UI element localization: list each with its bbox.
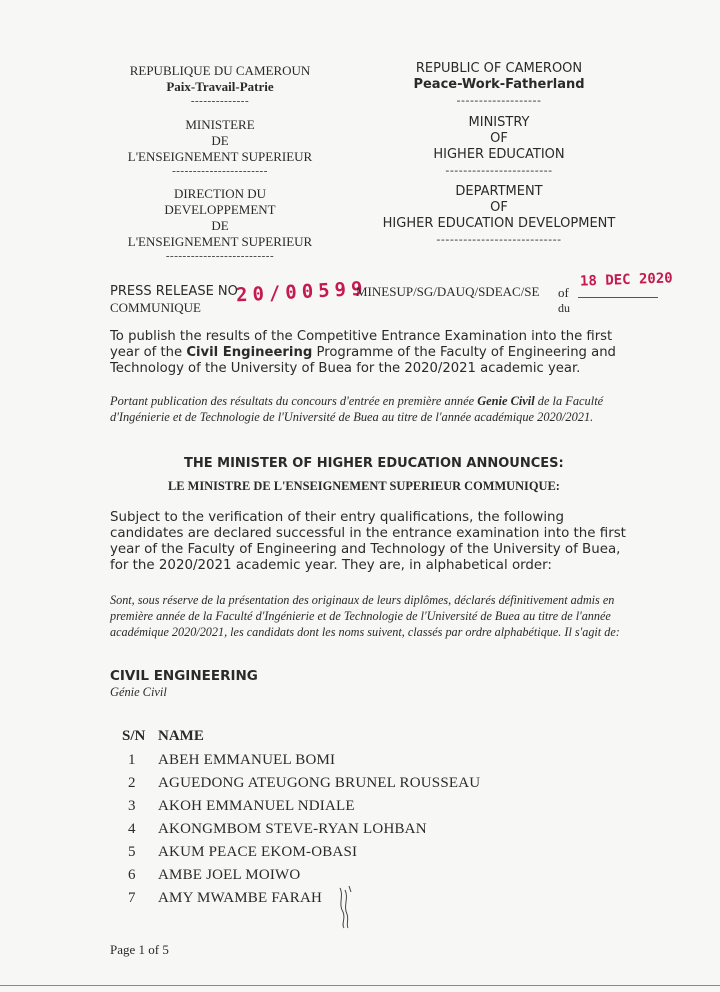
row-name: ABEH EMMANUEL BOMI [158,752,336,768]
intro-fr-programme: Genie Civil [477,394,535,408]
separator: ------------------------ [445,164,553,177]
separator: ------------------- [456,94,542,107]
motto-en: Peace-Work-Fatherland [413,77,585,92]
body-fr: Sont, sous réserve de la présentation des originaux de leurs diplômes, déclarés définitivement admis en première année de la Faculté d'Ingénierie et de Technologie de l'Université de Buea au titre de l'année académique 2020/2021, les candidats dont les noms suivent, classés par ordre alphabétique. Il s'agit de: [110,593,620,639]
direction-fr-line2: DEVELOPPEMENT [164,202,276,217]
direction-fr-line4: L'ENSEIGNEMENT SUPERIEUR [127,234,313,249]
page-edge-line [0,985,720,986]
republic-en: REPUBLIC OF CAMEROON [415,61,583,76]
separator: ----------------------- [172,165,268,177]
department-en-line1: DEPARTMENT [455,184,543,199]
intro-en-text: To publish the results of the Competitive Entrance Examination into the first year of the [110,329,613,360]
section-title: CIVIL ENGINEERING [110,668,258,684]
table-row [128,752,335,769]
column-header-sn: S/N [122,728,146,744]
section-subtitle: Génie Civil [110,685,167,699]
direction-fr-line1: DIRECTION DU [173,186,267,201]
row-name: AKOH EMMANUEL NDIALE [158,798,355,814]
separator: -------------- [190,95,250,107]
page-number: Page 1 of 5 [110,942,169,957]
intro-en-text: Programme of the Faculty of Engineering and Technology of the University of Buea for the 2020/2021 academic year. [110,345,616,376]
table-row [128,844,357,861]
row-name: AMBE JOEL MOIWO [158,867,301,883]
initials-mark [334,882,358,930]
row-sn: 3 [128,798,136,814]
ministry-en-line2: OF [490,131,508,146]
ministry-fr-line2: DE [211,133,229,148]
release-number-stamp: 20/00599 [235,277,369,307]
table-row [128,867,300,884]
row-name: AKUM PEACE EKOM-OBASI [158,844,358,860]
separator: ---------------------------- [436,233,562,246]
intro-fr-text: Portant publication des résultats du concours d'entrée en première année [110,394,478,408]
row-name: AMY MWAMBE FARAH [158,890,323,906]
intro-fr-text: de la Faculté d'Ingénierie et de Technologie de l'Université de Buea au titre de l'année académique 2020/2021. [110,394,604,424]
department-en-line2: OF [490,200,508,215]
ministry-en-line1: MINISTRY [468,115,530,130]
press-release-label: PRESS RELEASE NO [110,284,238,299]
motto-fr: Paix-Travail-Patrie [166,79,274,94]
ministry-fr-line3: L'ENSEIGNEMENT SUPERIEUR [127,149,313,164]
table-row [128,798,355,815]
row-sn: 1 [128,752,136,768]
date-stamp: 18 DEC 2020 [579,270,673,290]
body-en: Subject to the verification of their entry qualifications, the following candidates are declared successful in the entrance examination into the first year of the Faculty of Engineering and Technology of the University of Buea, for the 2020/2021 academic year. They are, in alphabetical order: [110,510,626,573]
intro-fr [110,393,640,425]
row-sn: 4 [128,821,136,837]
table-header-row [122,728,204,745]
row-sn: 7 [128,890,136,906]
of-label: of [558,285,569,300]
department-en-line3: HIGHER EDUCATION DEVELOPMENT [382,216,616,231]
row-name: AKONGMBOM STEVE-RYAN LOHBAN [158,821,427,837]
republic-fr: REPUBLIQUE DU CAMEROUN [129,63,311,78]
ministry-en-line3: HIGHER EDUCATION [433,147,565,162]
row-sn: 2 [128,775,136,791]
table-row [128,821,427,838]
table-row [128,890,322,907]
announcement-fr: LE MINISTRE DE L'ENSEIGNEMENT SUPERIEUR COMMUNIQUE: [168,479,560,493]
column-header-name: NAME [158,728,204,744]
date-underline [578,297,658,298]
separator: -------------------------- [165,250,275,262]
table-row [128,775,480,792]
row-name: AGUEDONG ATEUGONG BRUNEL ROUSSEAU [158,775,481,791]
announcement-en: THE MINISTER OF HIGHER EDUCATION ANNOUNCES: [184,456,564,471]
intro-en-programme: Civil Engineering [186,345,313,360]
release-reference: MINESUP/SG/DAUQ/SDEAC/SE [356,284,540,299]
communique-label: COMMUNIQUE [110,300,201,315]
row-sn: 6 [128,867,136,883]
row-sn: 5 [128,844,136,860]
intro-en [110,329,640,377]
du-label: du [558,301,570,315]
ministry-fr-line1: MINISTERE [185,117,255,132]
direction-fr-line3: DE [211,218,229,233]
